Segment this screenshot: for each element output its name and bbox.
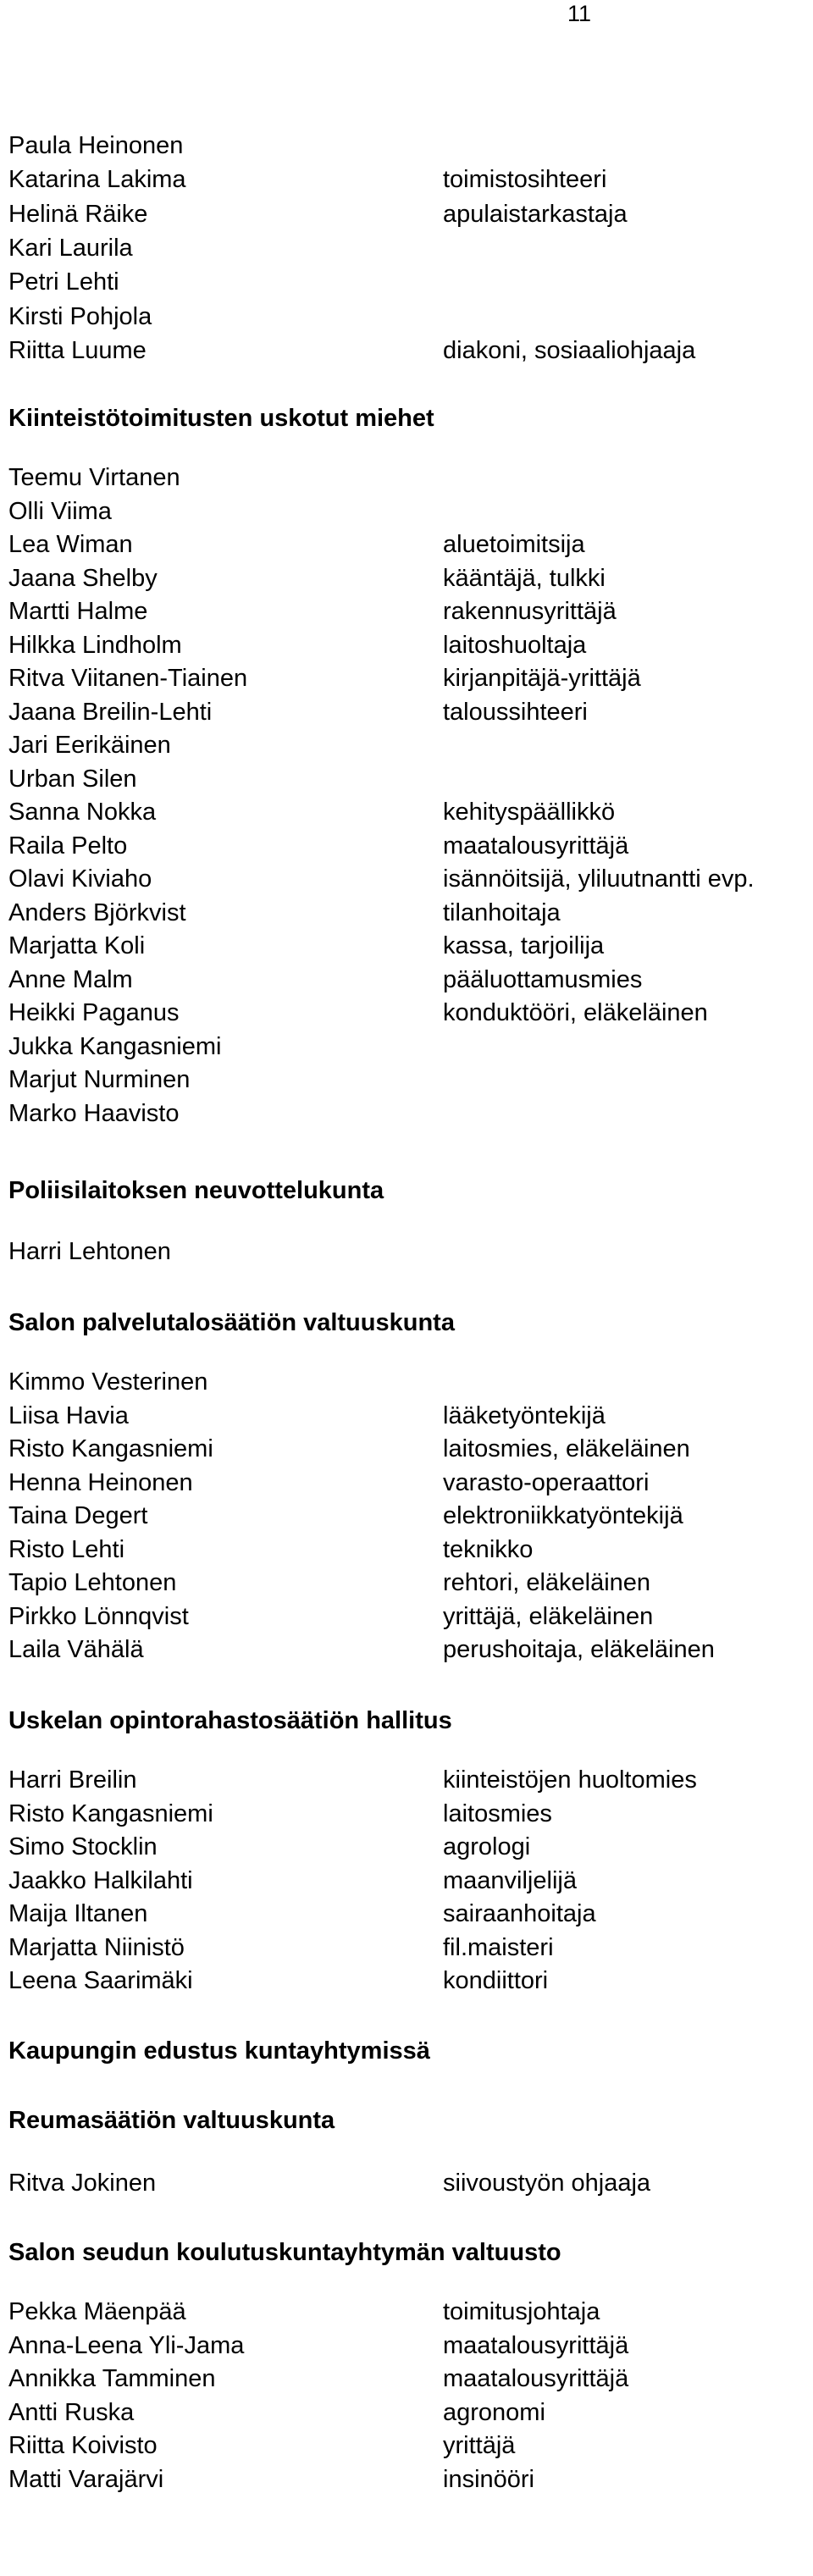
member-role: agronomi	[443, 2398, 545, 2426]
member-name: Simo Stocklin	[8, 1833, 158, 1860]
member-role: kiinteistöjen huoltomies	[443, 1766, 697, 1794]
member-role: kassa, tarjoilija	[443, 932, 605, 959]
member-name: Anne Malm	[8, 965, 133, 993]
member-name: Riitta Luume	[8, 336, 147, 364]
section-heading: Kiinteistötoimitusten uskotut miehet	[8, 405, 434, 432]
member-name: Raila Pelto	[8, 832, 128, 860]
member-name: Sanna Nokka	[8, 799, 157, 826]
member-name: Matti Varajärvi	[8, 2465, 164, 2493]
member-role: laitosmies	[443, 1799, 552, 1827]
member-name: Jari Eerikäinen	[8, 732, 171, 759]
member-name: Helinä Räike	[8, 200, 148, 228]
section-heading: Kaupungin edustus kuntayhtymissä	[8, 2037, 430, 2065]
member-name: Petri Lehti	[8, 268, 119, 296]
member-name: Olli Viima	[8, 497, 112, 525]
member-name: Maija Iltanen	[8, 1900, 148, 1927]
member-role: insinööri	[443, 2465, 534, 2493]
member-name: Jaana Breilin-Lehti	[8, 698, 213, 726]
member-role: perushoitaja, eläkeläinen	[443, 1636, 715, 1663]
member-role: lääketyöntekijä	[443, 1401, 606, 1429]
member-role: maatalousyrittäjä	[443, 2365, 629, 2392]
member-name: Annikka Tamminen	[8, 2365, 216, 2392]
member-name: Anders Björkvist	[8, 898, 186, 926]
member-name: Harri Lehtonen	[8, 1238, 171, 1265]
member-name: Marjatta Koli	[8, 932, 146, 959]
member-name: Hilkka Lindholm	[8, 631, 182, 659]
member-name: Olavi Kiviaho	[8, 865, 152, 893]
member-role: maanviljelijä	[443, 1866, 577, 1894]
member-role: yrittäjä	[443, 2432, 516, 2459]
member-role: isännöitsijä, yliluutnantti evp.	[443, 865, 755, 893]
member-name: Jaana Shelby	[8, 564, 158, 592]
member-role: maatalousyrittäjä	[443, 2331, 629, 2359]
member-name: Tapio Lehtonen	[8, 1569, 177, 1596]
member-name: Ritva Jokinen	[8, 2170, 157, 2197]
member-role: elektroniikkatyöntekijä	[443, 1502, 683, 1529]
member-name: Taina Degert	[8, 1502, 148, 1529]
member-name: Urban Silen	[8, 765, 137, 793]
member-role: apulaistarkastaja	[443, 200, 628, 228]
member-name: Jukka Kangasniemi	[8, 1032, 222, 1060]
member-name: Kari Laurila	[8, 234, 133, 262]
member-name: Risto Kangasniemi	[8, 1435, 213, 1462]
member-role: sairaanhoitaja	[443, 1900, 596, 1927]
member-name: Heikki Paganus	[8, 999, 180, 1026]
member-role: fil.maisteri	[443, 1933, 554, 1961]
member-name: Leena Saarimäki	[8, 1967, 193, 1994]
section-heading: Salon seudun koulutuskuntayhtymän valtuusto	[8, 2239, 561, 2266]
member-name: Riitta Koivisto	[8, 2432, 158, 2459]
member-name: Jaakko Halkilahti	[8, 1866, 193, 1894]
member-name: Henna Heinonen	[8, 1468, 193, 1496]
member-role: varasto-operaattori	[443, 1468, 650, 1496]
member-name: Kirsti Pohjola	[8, 302, 152, 330]
member-name: Risto Kangasniemi	[8, 1799, 213, 1827]
member-role: pääluottamusmies	[443, 965, 643, 993]
member-role: siivoustyön ohjaaja	[443, 2170, 651, 2197]
member-name: Paula Heinonen	[8, 132, 184, 159]
section-heading: Uskelan opintorahastosäätiön hallitus	[8, 1707, 452, 1734]
member-role: diakoni, sosiaaliohjaaja	[443, 336, 696, 364]
member-name: Risto Lehti	[8, 1535, 125, 1563]
member-role: kääntäjä, tulkki	[443, 564, 606, 592]
member-role: toimitusjohtaja	[443, 2298, 600, 2325]
member-role: laitosmies, eläkeläinen	[443, 1435, 690, 1462]
member-name: Lea Wiman	[8, 531, 133, 558]
page-number: 11	[567, 1, 592, 26]
member-name: Antti Ruska	[8, 2398, 135, 2426]
member-role: aluetoimitsija	[443, 531, 585, 558]
member-role: tilanhoitaja	[443, 898, 561, 926]
member-name: Liisa Havia	[8, 1401, 129, 1429]
member-name: Marjut Nurminen	[8, 1066, 191, 1093]
member-role: rehtori, eläkeläinen	[443, 1569, 651, 1596]
member-role: yrittäjä, eläkeläinen	[443, 1602, 654, 1630]
member-name: Marjatta Niinistö	[8, 1933, 185, 1961]
member-role: taloussihteeri	[443, 698, 588, 726]
member-role: agrologi	[443, 1833, 531, 1860]
member-role: konduktööri, eläkeläinen	[443, 999, 708, 1026]
member-name: Teemu Virtanen	[8, 464, 180, 491]
member-role: toimistosihteeri	[443, 166, 607, 194]
section-heading: Reumasäätiön valtuuskunta	[8, 2107, 335, 2134]
member-name: Ritva Viitanen-Tiainen	[8, 665, 248, 692]
member-role: teknikko	[443, 1535, 534, 1563]
member-name: Martti Halme	[8, 598, 148, 625]
member-name: Laila Vähälä	[8, 1636, 144, 1663]
member-name: Kimmo Vesterinen	[8, 1368, 208, 1396]
member-role: kondiittori	[443, 1967, 549, 1994]
member-role: kirjanpitäjä-yrittäjä	[443, 665, 641, 692]
member-name: Marko Haavisto	[8, 1099, 180, 1127]
section-heading: Salon palvelutalosäätiön valtuuskunta	[8, 1309, 455, 1336]
member-name: Anna-Leena Yli-Jama	[8, 2331, 245, 2359]
member-name: Katarina Lakima	[8, 166, 186, 194]
member-role: kehityspäällikkö	[443, 799, 616, 826]
section-heading: Poliisilaitoksen neuvottelukunta	[8, 1177, 384, 1204]
member-name: Pirkko Lönnqvist	[8, 1602, 189, 1630]
member-name: Harri Breilin	[8, 1766, 137, 1794]
member-role: laitoshuoltaja	[443, 631, 587, 659]
member-role: maatalousyrittäjä	[443, 832, 629, 860]
member-role: rakennusyrittäjä	[443, 598, 617, 625]
member-name: Pekka Mäenpää	[8, 2298, 186, 2325]
